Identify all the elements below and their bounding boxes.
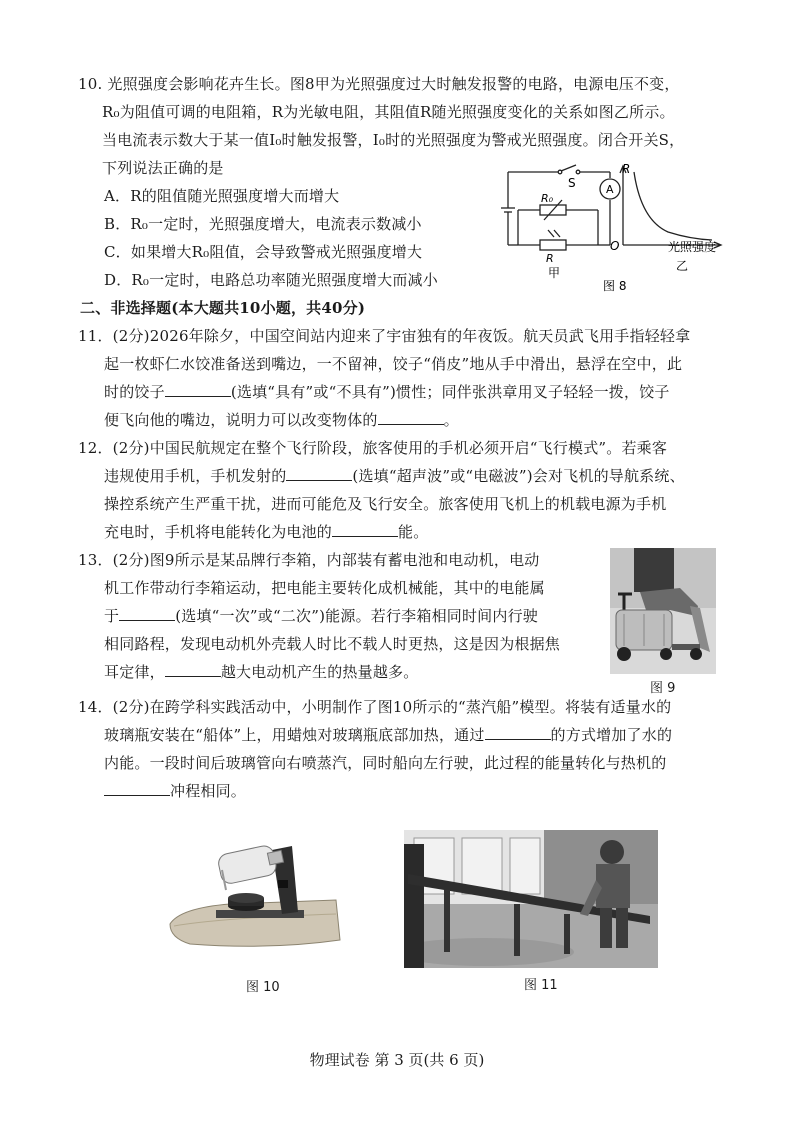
q10-line2: R₀为阻值可调的电阻箱，R为光敏电阻，其阻值R随光照强度变化的关系如图乙所示。 — [102, 103, 675, 121]
q12-line2-text-b: (选填“超声波”或“电磁波”)会对飞机的导航系统、 — [352, 467, 685, 485]
graph-origin-label: O — [610, 239, 620, 253]
q10-option-b: B．R₀一定时，光照强度增大，电流表示数减小 — [104, 215, 422, 233]
q14-line4 — [104, 781, 246, 801]
q13-line5-text-b: 越大电动机产生的热量越多。 — [220, 663, 419, 681]
figure-9-caption: 图 9 — [650, 681, 676, 696]
q14-blank-1[interactable] — [485, 725, 551, 740]
q10-option-c: C．如果增大R₀阻值，会导致警戒光照强度增大 — [104, 243, 423, 261]
q14-line1: 14．(2分)在跨学科实践活动中，小明制作了图10所示的“蒸汽船”模型。将装有适量水的 — [78, 698, 672, 716]
q10-line1: 10. 光照强度会影响花卉生长。图8甲为光照强度过大时触发报警的电路，电源电压不变， — [78, 75, 680, 93]
q13-line3-text-b: (选填“一次”或“二次”)能源。若行李箱相同时间内行驶 — [175, 607, 538, 625]
q13-line1: 13．(2分)图9所示是某品牌行李箱，内部装有蓄电池和电动机，电动 — [78, 551, 540, 569]
switch-label: S — [568, 176, 576, 190]
figure-10-photo — [160, 828, 348, 964]
q12-line4-text-a: 充电时，手机将电能转化为电池的 — [104, 523, 333, 541]
circuit-diagram-jia — [501, 165, 620, 250]
q11-line4-text-b: 。 — [443, 411, 459, 429]
resistance-curve — [634, 172, 712, 240]
q12-line4-text-b: 能。 — [398, 523, 429, 541]
figure-10-caption: 图 10 — [246, 980, 280, 995]
q12-line2-text-a: 违规使用手机，手机发射的 — [104, 467, 287, 485]
graph-yi — [620, 166, 721, 248]
q13-line4: 相同路程，发现电动机外壳载人时比不载人时更热，这是因为根据焦 — [104, 635, 561, 653]
q12-line2 — [104, 466, 685, 486]
q11-line3-text-a: 时的饺子 — [104, 383, 165, 401]
q10-line4: 下列说法正确的是 — [102, 159, 224, 177]
q14-line3: 内能。一段时间后玻璃管向右喷蒸汽，同时船向左行驶，此过程的能量转化与热机的 — [104, 754, 667, 772]
q12-blank-1[interactable] — [286, 466, 352, 481]
figure-11-caption: 图 11 — [524, 978, 558, 993]
q11-blank-1[interactable] — [165, 382, 231, 397]
r0-label: R₀ — [541, 192, 554, 205]
q14-line2-text-a: 玻璃瓶安装在“船体”上，用蜡烛对玻璃瓶底部加热，通过 — [104, 726, 485, 744]
q12-line1: 12．(2分)中国民航规定在整个飞行阶段，旅客使用的手机必须开启“飞行模式”。若乘客 — [78, 439, 668, 457]
q11-blank-2[interactable] — [378, 410, 444, 425]
graph-axis-x-label: 光照强度 — [668, 240, 717, 254]
q11-line1: 11．(2分)2026年除夕，中国空间站内迎来了宇宙独有的年夜饭。航天员武飞用手指轻轻拿 — [78, 327, 691, 345]
q12-line3: 操控系统产生严重干扰，进而可能危及飞行安全。旅客使用飞机上的机载电源为手机 — [104, 495, 667, 513]
q13-blank-2[interactable] — [165, 662, 221, 677]
page-footer: 物理试卷 第 3 页(共 6 页) — [309, 1051, 485, 1069]
figure-11-photo — [404, 830, 658, 968]
q13-line2: 机工作带动行李箱运动，把电能主要转化成机械能，其中的电能属 — [104, 579, 545, 597]
q13-line5-text-a: 耳定律， — [104, 663, 165, 681]
q10-option-d: D．R₀一定时，电路总功率随光照强度增大而减小 — [104, 271, 438, 289]
r-label: R — [546, 252, 554, 265]
q14-line2 — [104, 725, 672, 745]
figure-9-photo — [610, 548, 716, 674]
yi-label: 乙 — [676, 259, 689, 273]
q14-line2-text-b: 的方式增加了水的 — [550, 726, 673, 744]
q11-line4 — [104, 410, 459, 430]
q13-line5 — [104, 662, 418, 682]
graph-axis-y-label: R — [622, 162, 631, 176]
ammeter-label: A — [606, 183, 614, 196]
figure-8 — [498, 160, 728, 295]
q12-blank-2[interactable] — [332, 522, 398, 537]
q11-line2: 起一枚虾仁水饺准备送到嘴边，一不留神，饺子“俏皮”地从手中滑出，悬浮在空中，此 — [104, 355, 683, 373]
q14-line4-text-b: 冲程相同。 — [170, 782, 247, 800]
figure-8-caption: 图 8 — [603, 279, 627, 293]
q13-line3 — [104, 606, 538, 626]
q11-line4-text-a: 便飞向他的嘴边，说明力可以改变物体的 — [104, 411, 378, 429]
q10-line3: 当电流表示数大于某一值I₀时触发报警，I₀时的光照强度为警戒光照强度。闭合开关S， — [102, 131, 685, 149]
q11-line3 — [104, 382, 670, 402]
q13-blank-1[interactable] — [119, 606, 175, 621]
q11-line3-text-b: (选填“具有”或“不具有”)惯性；同伴张洪章用叉子轻轻一拨，饺子 — [230, 383, 670, 401]
q10-option-a: A．R的阻值随光照强度增大而增大 — [104, 187, 340, 205]
section-2-heading: 二、非选择题(本大题共10小题，共40分) — [80, 299, 366, 317]
jia-label: 甲 — [548, 266, 561, 280]
q12-line4 — [104, 522, 428, 542]
q13-line3-text-a: 于 — [104, 607, 120, 625]
q14-blank-2[interactable] — [104, 781, 170, 796]
